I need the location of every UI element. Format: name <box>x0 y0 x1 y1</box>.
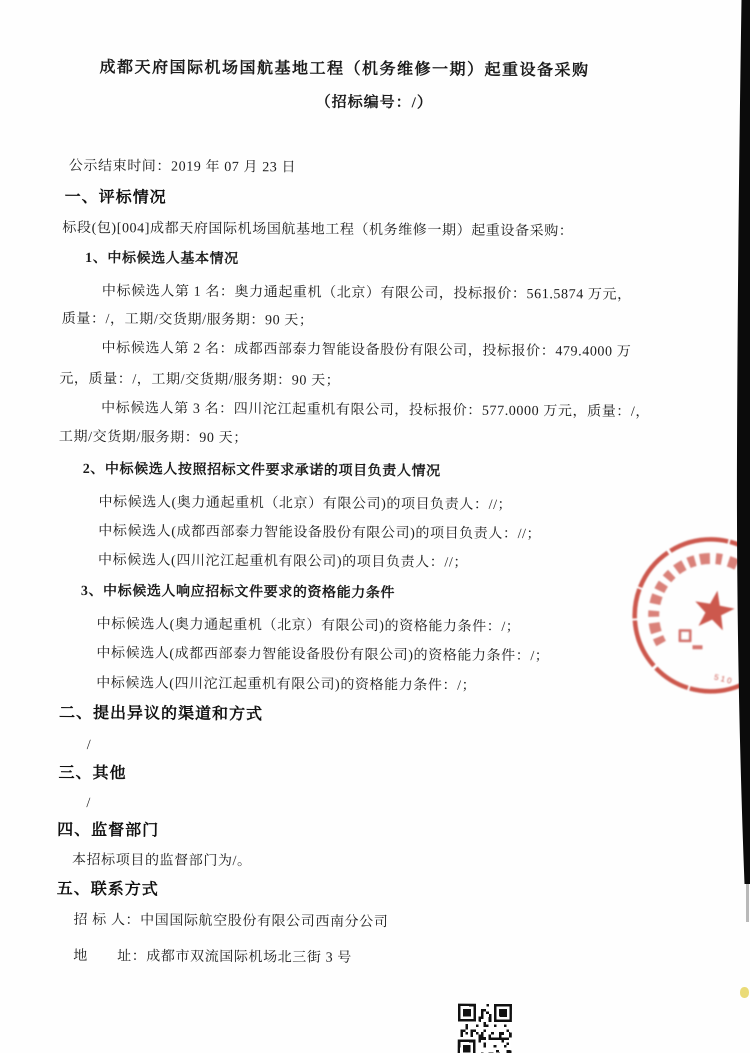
official-seal-stamp <box>622 529 750 706</box>
scan-edge-shadow <box>734 0 750 930</box>
qualification2-line: 中标候选人(成都西部泰力智能设备股份有限公司)的资格能力条件：/； <box>96 646 550 665</box>
seal-star-icon <box>695 591 735 631</box>
candidate1-line2: 质量：/，工期/交货期/服务期：90 天； <box>61 311 314 329</box>
address-value: 成都市双流国际机场北三街 3 号 <box>146 949 352 966</box>
candidate3-line1: 中标候选人第 3 名：四川沱江起重机有限公司，投标报价：577.0000 万元，质量：/， <box>101 401 651 420</box>
document-title: 成都天府国际机场国航基地工程（机务维修一期）起重设备采购 <box>99 59 590 80</box>
qualification3-line: 中标候选人(四川沱江起重机有限公司)的资格能力条件：/； <box>96 676 477 694</box>
qr-code <box>458 1004 512 1053</box>
address-line <box>73 947 352 968</box>
section2-heading: 二、提出异议的渠道和方式 <box>58 704 264 724</box>
tender-number: （招标编号：/） <box>315 94 433 112</box>
sub1-heading: 1、中标候选人基本情况 <box>85 250 239 268</box>
candidate1-line1: 中标候选人第 1 名：奥力通起重机（北京）有限公司，投标报价：561.5874 万元， <box>101 284 632 303</box>
section3-heading: 三、其他 <box>58 764 127 783</box>
qualification1-line: 中标候选人(奥力通起重机（北京）有限公司)的资格能力条件：/； <box>96 617 521 636</box>
section5-heading: 五、联系方式 <box>56 880 159 899</box>
tenderee-value: 中国国际航空股份有限公司西南分公司 <box>140 913 389 931</box>
manager2-line: 中标候选人(成都西部泰力智能设备股份有限公司)的项目负责人：//； <box>98 524 542 543</box>
sub2-heading: 2、中标候选人按照招标文件要求承诺的项目负责人情况 <box>82 461 441 480</box>
candidate3-line2: 工期/交货期/服务期：90 天； <box>58 429 248 447</box>
section1-heading: 一、评标情况 <box>64 188 167 207</box>
seal-inner-glyphs <box>678 629 702 649</box>
publicity-end-time: 公示结束时间：2019 年 07 月 23 日 <box>68 158 297 176</box>
section2-content: / <box>86 738 92 754</box>
tenderee-label: 招 标 人： <box>73 912 141 929</box>
manager1-line: 中标候选人(奥力通起重机（北京）有限公司)的项目负责人：//； <box>98 495 513 513</box>
address-label: 地 址： <box>73 948 147 965</box>
seal-digits: 5 1 0 <box>713 672 733 686</box>
manager3-line: 中标候选人(四川沱江起重机有限公司)的项目负责人：//； <box>98 553 469 571</box>
scan-artifact-speck <box>740 987 749 998</box>
sub3-heading: 3、中标候选人响应招标文件要求的资格能力条件 <box>80 583 396 602</box>
candidate2-line1: 中标候选人第 2 名：成都西部泰力智能设备股份有限公司，投标报价：479.4000 万 <box>101 341 632 360</box>
section4-content: 本招标项目的监督部门为/。 <box>71 852 252 870</box>
tenderee-line <box>74 911 389 932</box>
candidate2-line2: 元，质量：/，工期/交货期/服务期：90 天； <box>59 371 341 389</box>
section4-heading: 四、监督部门 <box>57 821 160 840</box>
section3-content: / <box>86 796 91 812</box>
section1-intro: 标段(包)[004]成都天府国际机场国航基地工程（机务维修一期）起重设备采购： <box>62 220 574 240</box>
